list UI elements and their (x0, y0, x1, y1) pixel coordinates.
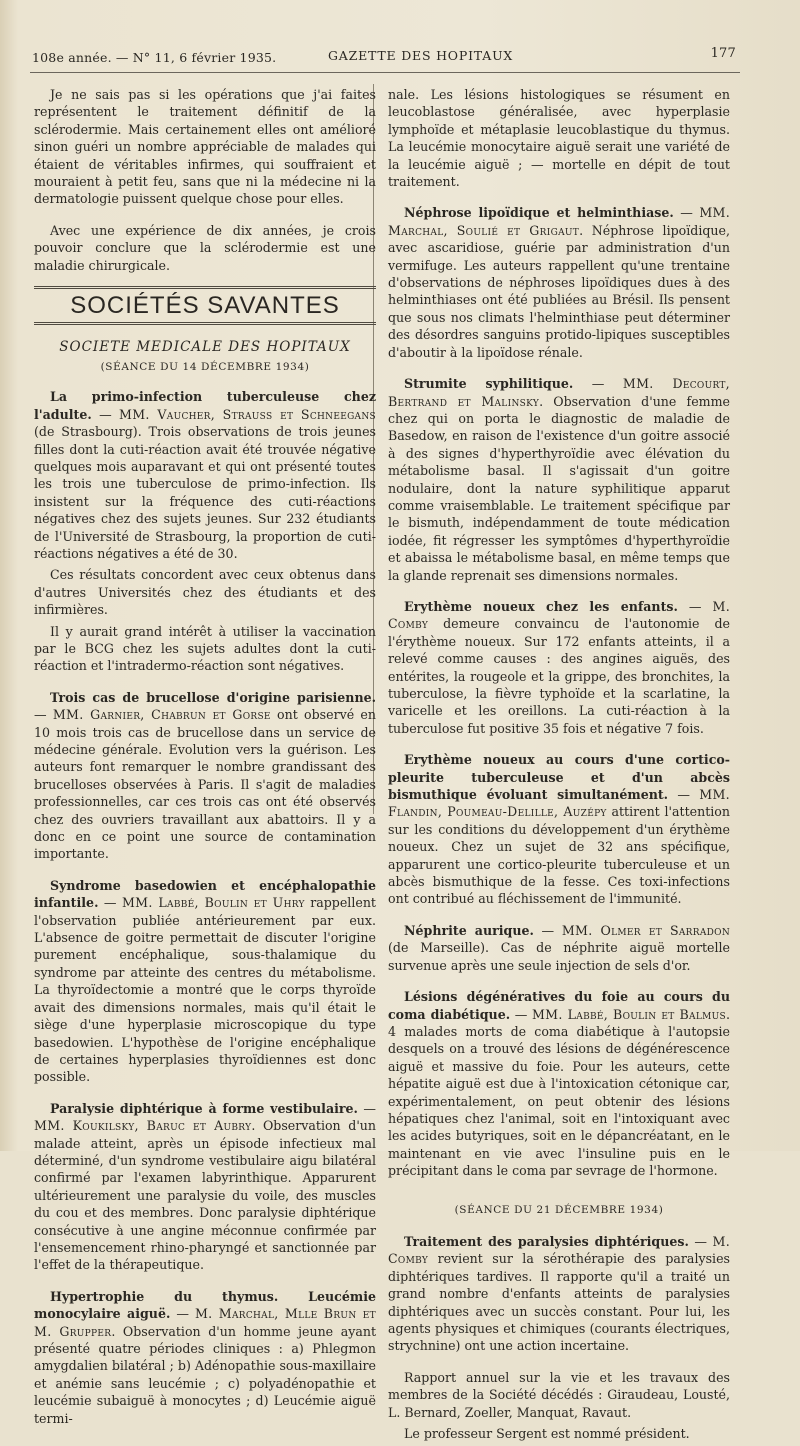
abstract-text: demeure convaincu de l'autonomie de l'érythème noueux. Sur 172 enfants atteints, il a relevé comme causes : des angines aiguës, des entérites, la rougeole et la grippe, des bronchites, la tuberculose, la fièvre typhoïde et la scarlatine, la varicelle et les oreillons. La cuti-réaction à la tuberculose fut positive 35 fois et négative 7 fois. (388, 616, 730, 736)
abstract-authors: M. Marchal, Mlle Brun et M. Grupper (34, 1306, 376, 1339)
journal-title: GAZETTE DES HOPITAUX (328, 48, 514, 63)
abstract-text: . Observation d'une femme chez qui on porta le diagnostic de maladie de Basedow, en raison de l'existence d'un goitre associé à des signes d'hyperthyroïdie avec élévation du métabolisme basal. Il s'agissait d'un goitre nodulaire, dont la nature syphilitique apparut comme vraisemblable. Le traitement spécifique par le bismuth, indépendamment de toute médication iodée, fit régresser les symptômes d'hyperthyroïdie et abaissa le métabolisme basal, en même temps que la glande reprenait ses dimensions normales. (388, 393, 730, 583)
abstract-authors: MM. Olmer et Sarradon (561, 922, 731, 938)
abstract-strumite: Strumite syphilitique. — MM. Decourt, Bertrand et Malinsky. Observation d'une femme chez qui on porta le diagnostic de maladie de Basedow, en raison de l'existence d'un goitre associé à des signes d'hyperthyroïdie avec élévation du métabolisme basal. Il s'agissait d'un goitre nodulaire, dont la nature syphilitique apparut comme vraisemblable. Le traitement spécifique par le bismuth, indépendamment de toute médication iodée, fit régresser les symptômes d'hyperthyroïdie et abaissa le métabolisme basal, en même temps que la glande reprenait ses dimensions normales. (388, 376, 730, 583)
left-column (34, 86, 376, 1431)
abstract-title: Erythème noueux au cours d'une cortico-pleurite tuberculeuse et d'un abcès bismuthique évoluant simultanément. (388, 752, 730, 803)
abstract-authors: M. Comby (388, 1233, 731, 1267)
abstract-authors: MM. Koukilsky, Baruc et Aubry (34, 1118, 252, 1134)
page-number: 177 (710, 46, 736, 61)
abstract-title: Syndrome basedowien et encéphalopathie infantile. (34, 877, 376, 911)
intro-paragraph-2: Avec une expérience de dix années, je crois pouvoir conclure que la sclérodermie est une maladie chirurgicale. (34, 222, 376, 273)
abstract-authors: MM. Decourt, Bertrand et Malinsky (388, 376, 730, 409)
abstract-text: . 4 malades morts de coma diabétique à l'autopsie desquels on a trouvé des lésions de dégénérescence aiguë et massive du foie. Pour les auteurs, cette hépatite aiguë est due à l'intoxication cétonique car, expérimentalement, on peut obtenir des lésions hépatiques chez l'animal, soit en l'intoxiquant avec les acides butyriques, soit en le dépancréatant, en le maintenant en vie avec l'insuline puis en le précipitant dans le coma par sevrage de l'hormone. (388, 1006, 730, 1179)
issue-info: 108e année. — N° 11, 6 février 1935. (32, 50, 277, 65)
header-rule (30, 72, 740, 73)
right-column (388, 86, 730, 1446)
abstract-title: Paralysie diphtérique à forme vestibulaire. (50, 1100, 358, 1116)
abstract-text: attirent l'attention sur les conditions du développement d'un érythème noueux. Chez un sujet de 32 ans spécifique, apparurent une cortico-pleurite tuberculeuse et un abcès bismuthique de la fesse. Ces toxi-infections ont contribué au fléchissement de l'immunité. (388, 804, 730, 907)
abstract-erytheme-abces: Erythème noueux au cours d'une cortico-pleurite tuberculeuse et d'un abcès bismuthique évoluant simultanément. — MM. Flandin, Poumeau-Delille, Auzépy attirent l'attention sur les conditions du développement d'un érythème noueux. Chez un sujet de 32 ans spécifique, apparurent une cortico-pleurite tuberculeuse et un abcès bismuthique de la fesse. Ces toxi-infections ont contribué au fléchissement de l'immunité. (388, 752, 730, 907)
abstract-paralysie: Paralysie diphtérique à forme vestibulaire. — MM. Koukilsky, Baruc et Aubry. Observation d'un malade atteint, après un épisode infectieux mal déterminé, d'un syndrome vestibulaire aigu bilatéral confirmé par l'examen labyrinthique. Apparurent ultérieurement une paralysie du voile, des muscles du cou et des membres. Donc paralysie diphtérique consécutive à une angine méconnue confirmée par l'ensemencement rhino-pharyngé et sanctionnée par l'effet de la thérapeutique. (34, 1100, 376, 1273)
abstract-authors: MM. Garnier, Chabrun et Gorse (52, 707, 271, 723)
abstract-text: ont observé en 10 mois trois cas de brucellose dans un service de médecine générale. Evolution vers la guérison. Les auteurs font remarquer le nombre grandissant des brucelloses observées à Paris. Il s'agit de maladies professionnelles, car ces trois cas ont été observés chez des ouvriers travaillant aux abattoirs. Il y a donc en ce point une source de contamination importante. (34, 707, 376, 862)
abstract-text: . Observation d'un malade atteint, après un épisode infectieux mal déterminé, d'un syndrome vestibulaire aigu bilatéral confirmé par l'examen labyrinthique. Apparurent ultérieurement une paralysie du voile, des muscles du cou et des membres. Donc paralysie diphtérique consécutive à une angine méconnue confirmée par l'ensemencement rhino-pharyngé et sanctionnée par l'effet de la thérapeutique. (34, 1118, 376, 1273)
abstract-title: Strumite syphilitique. (404, 376, 574, 392)
abstract-title: La primo-infection tuberculeuse chez l'adulte. (34, 389, 376, 422)
abstract-title: Erythème noueux chez les enfants. (404, 598, 678, 614)
abstract-paragraph: Ces résultats concordent avec ceux obtenus dans d'autres Universités chez des étudiants et des infirmières. (34, 567, 376, 618)
abstract-basedow: Syndrome basedowien et encéphalopathie infantile. — MM. Labbé, Boulin et Uhry rappellent l'observation publiée antérieurement par eux. L'absence de goitre permettait de discuter l'origine purement encéphalique, sous-thalamique du syndrome par atteinte des centres du métabolisme. La thyroïdectomie a montré que le corps thyroïde avait des dimensions normales, mais qu'il était le siège d'une hyperplasie microscopique du type basedowien. L'hypothèse de l'origine encéphalique de certaines hyperplasies thyroïdiennes est donc possible. (34, 877, 376, 1085)
abstract-lesions-foie: Lésions dégénératives du foie au cours du coma diabétique. — MM. Labbé, Boulin et Balmus. 4 malades morts de coma diabétique à l'autopsie desquels on a trouvé des lésions de dégénérescence aiguë et massive du foie. Pour les auteurs, cette hépatite aiguë est due à l'intoxication cétonique car, expérimentalement, on peut obtenir des lésions hépatiques chez l'animal, soit en l'intoxiquant avec les acides butyriques, soit en le dépancréatant, en le maintenant en vie avec l'insuline puis en le précipitant dans le coma par sevrage de l'hormone. (388, 989, 730, 1179)
nomination: Le professeur Sergent est nommé président. (404, 1426, 690, 1442)
abstract-title: Néphrite aurique. (404, 922, 534, 938)
abstract-text: (de Strasbourg). Trois observations de trois jeunes filles dont la cuti-réaction avait été trouvée négative quelques mois auparavant et qui ont présenté toutes les trois une tuberculose de primo-infection. Ils insistent sur la fréquence des cuti-réactions négatives chez des sujets jeunes. Sur 232 étudiants de l'Université de Strasbourg, la proportion de cuti-réactions négatives a été de 30. (34, 424, 376, 561)
abstract-authors: MM. Vaucher, Strauss et Schneegans (119, 406, 376, 422)
abstract-authors: M. Comby (388, 598, 730, 632)
abstract-nephrose: Néphrose lipoïdique et helminthiase. — MM. Marchal, Soulié et Grigaut. Néphrose lipoïdique, avec ascaridiose, guérie par administration d'un vermifuge. Les auteurs rappellent qu'une trentaine d'observations de néphroses lipoïdiques dues à des helminthiases ont été publiées au Brésil. Ils pensent que sous nos climats l'helminthiase peut déterminer des désordres sanguins protido-lipiques susceptibles d'aboutir à la lipoïdose rénale. (388, 205, 731, 360)
abstract-title: Trois cas de brucellose d'origine parisienne. (50, 689, 376, 705)
abstract-text: (de Marseille). Cas de néphrite aiguë mortelle survenue après une seule injection de sels d'or. (388, 940, 730, 973)
abstract-erytheme: Erythème noueux chez les enfants. — M. Comby demeure convaincu de l'autonomie de l'érythème noueux. Sur 172 enfants atteints, il a relevé comme causes : des angines aiguës, des entérites, la rougeole et la grippe, des bronchites, la tuberculose, la fièvre typhoïde et la scarlatine, la varicelle et les oreillons. La cuti-réaction à la tuberculose fut positive 35 fois et négative 7 fois. (388, 598, 730, 736)
continued-paragraph: nale. Les lésions histologiques se résument en leucoblastose généralisée, avec hyperplasie lymphoïde et métaplasie leucoblastique du thymus. La leucémie monocytaire aiguë serait une variété de la leucémie aiguë ; — mortelle en dépit de tout traitement. (388, 87, 730, 190)
abstract-title: Lésions dégénératives du foie au cours du coma diabétique. (388, 989, 730, 1022)
session-date-1: (SÉANCE DU 14 DÉCEMBRE 1934) (100, 360, 310, 373)
society-name: SOCIETE MEDICALE DES HOPITAUX (59, 339, 351, 356)
abstract-brucellose: Trois cas de brucellose d'origine parisienne. — MM. Garnier, Chabrun et Gorse ont observé en 10 mois trois cas de brucellose dans un service de médecine générale. Evolution vers la guérison. Les auteurs font remarquer le nombre grandissant des brucelloses observées à Paris. Il s'agit de maladies professionnelles, car ces trois cas ont été observés chez des ouvriers travaillant aux abattoirs. Il y a donc en ce point une source de contamination importante. (34, 689, 376, 862)
abstract-title: Traitement des paralysies diphtériques. (404, 1233, 689, 1249)
abstract-authors: MM. Marchal, Soulié et Grigaut (388, 205, 731, 238)
abstract-text: . Observation d'un homme jeune ayant présenté quatre périodes cliniques : a) Phlegmon amygdalien bilatéral ; b) Adénopathie sous-maxillaire et anémie sans leucémie ; c) polyadénopathie et leucémie subaiguë à monocytes ; d) Leucémie aiguë termi- (34, 1323, 377, 1426)
abstract-primo-infection: La primo-infection tuberculeuse chez l'adulte. — MM. Vaucher, Strauss et Schneegans (de Strasbourg). Trois observations de trois jeunes filles dont la cuti-réaction avait été trouvée négative quelques mois auparavant et qui ont présenté toutes les trois une tuberculose de primo-infection. Ils insistent sur la fréquence des cuti-réactions négatives chez des sujets jeunes. Sur 232 étudiants de l'Université de Strasbourg, la proportion de cuti-réactions négatives a été de 30. (34, 389, 376, 561)
abstract-authors: MM. Labbé, Boulin et Balmus (531, 1006, 726, 1022)
abstract-title: Hypertrophie du thymus. Leucémie monocylaire aiguë. (34, 1288, 376, 1322)
abstract-authors: MM. Labbé, Boulin et Uhry (121, 895, 305, 911)
rapport-annuel: Rapport annuel sur la vie et les travaux des membres de la Société décédés : Giraudeau, Lousté, L. Bernard, Zoeller, Manquat, Ravaut. (388, 1369, 730, 1420)
abstract-title: Néphrose lipoïdique et helminthiase. (404, 205, 674, 221)
abstract-text: rappellent l'observation publiée antérieurement par eux. L'absence de goitre permettait de discuter l'origine purement encéphalique, sous-thalamique du syndrome par atteinte des centres du métabolisme. La thyroïdectomie a montré que le corps thyroïde avait des dimensions normales, mais qu'il était le siège d'une hyperplasie microscopique du type basedowien. L'hypothèse de l'origine encéphalique de certaines hyperplasies thyroïdiennes est donc possible. (34, 895, 376, 1085)
abstract-nephrite: Néphrite aurique. — MM. Olmer et Sarradon (de Marseille). Cas de néphrite aiguë mortelle survenue après une seule injection de sels d'or. (388, 922, 731, 973)
abstract-authors: MM. Flandin, Poumeau-Delille, Auzépy (388, 787, 730, 820)
section-title: SOCIÉTÉS SAVANTES (34, 286, 376, 325)
running-header (30, 46, 736, 68)
intro-paragraph-1: Je ne sais pas si les opérations que j'ai faites représentent le traitement définitif de la sclérodermie. Mais certainement elles ont amélioré sinon guéri un nombre appréciable de malades qui étaient de véritables infirmes, qui souffraient et mouraient à petit feu, sans que ni la médecine ni la dermatologie puissent quelque chose pour elles. (34, 87, 376, 207)
abstract-text: . Néphrose lipoïdique, avec ascaridiose, guérie par administration d'un vermifuge. Les auteurs rappellent qu'une trentaine d'observations de néphroses lipoïdiques dues à des helminthiases ont été publiées au Brésil. Ils pensent que sous nos climats l'helminthiase peut déterminer des désordres sanguins protido-lipiques susceptibles d'aboutir à la lipoïdose rénale. (388, 222, 730, 360)
abstract-text: revient sur la sérothérapie des paralysies diphtériques tardives. Il rapporte qu'il a traité un grand nombre d'enfants atteints de paralysies diphtériques avec un succès constant. Pour lui, les agents physiques et chimiques (courants électriques, strychnine) ont une action incertaine. (388, 1251, 730, 1354)
abstract-traitement: Traitement des paralysies diphtériques. — M. Comby revient sur la sérothérapie des paralysies diphtériques tardives. Il rapporte qu'il a traité un grand nombre d'enfants atteints de paralysies diphtériques avec un succès constant. Pour lui, les agents physiques et chimiques (courants électriques, strychnine) ont une action incertaine. (388, 1233, 731, 1354)
abstract-thymus: Hypertrophie du thymus. Leucémie monocylaire aiguë. — M. Marchal, Mlle Brun et M. Grupper. Observation d'un homme jeune ayant présenté quatre périodes cliniques : a) Phlegmon amygdalien bilatéral ; b) Adénopathie sous-maxillaire et anémie sans leucémie ; c) polyadénopathie et leucémie subaiguë à monocytes ; d) Leucémie aiguë termi- (34, 1288, 377, 1426)
session-date-2: (SÉANCE DU 21 DÉCEMBRE 1934) (454, 1203, 664, 1216)
abstract-paragraph: Il y aurait grand intérêt à utiliser la vaccination par le BCG chez les sujets adultes dont la cuti-réaction et l'intradermo-réaction sont négatives. (34, 623, 376, 674)
